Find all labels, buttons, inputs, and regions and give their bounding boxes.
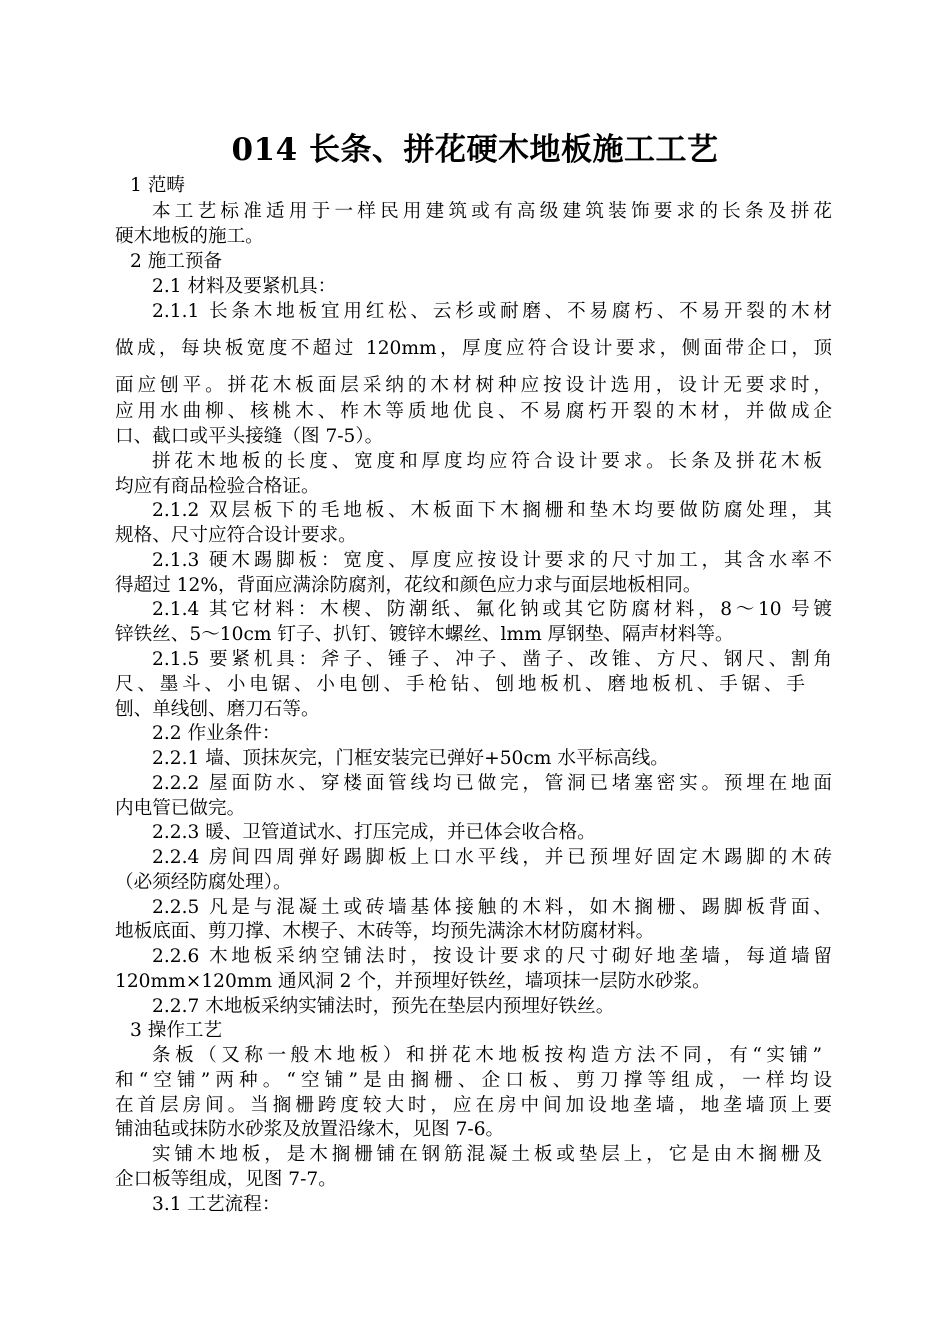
text-line: 应用水曲柳、核桃木、柞木等质地优良、不易腐朽开裂的木材，并做成企 xyxy=(115,401,832,422)
text-line: 做成，每块板宽度不超过 120mm，厚度应符合设计要求，侧面带企口，顶 xyxy=(115,338,832,359)
text-line: 2.2.1 墙、顶抹灰完，门框安装完已弹好+50cm 水平标高线。 xyxy=(152,748,669,769)
text-line: 2.2.7 木地板采纳实铺法时，预先在垫层内预埋好铁丝。 xyxy=(152,996,615,1017)
text-line: 2.1.4 其它材料：木楔、防潮纸、氟化钠或其它防腐材料，8～10 号镀 xyxy=(152,599,832,620)
text-line: 条板（又称一般木地板）和拼花木地板按构造方法不同，有“实铺” xyxy=(152,1045,822,1066)
text-line: 企口板等组成，见图 7-7。 xyxy=(115,1169,337,1190)
text-line: 2.1.2 双层板下的毛地板、木板面下木搁栅和垫木均要做防腐处理，其 xyxy=(152,500,832,521)
text-line: 2.2.2 屋面防水、穿楼面管线均已做完，管洞已堵塞密实。预埋在地面 xyxy=(152,773,832,794)
text-line: 2.2.6 木地板采纳空铺法时，按设计要求的尺寸砌好地垄墙，每道墙留 xyxy=(152,946,832,967)
text-line: 本工艺标准适用于一样民用建筑或有高级建筑装饰要求的长条及拼花 xyxy=(152,201,832,222)
text-line: 2.1.1 长条木地板宜用红松、云杉或耐磨、不易腐朽、不易开裂的木材 xyxy=(152,301,832,322)
text-line: 2.2.3 暖、卫管道试水、打压完成，并已体会收合格。 xyxy=(152,822,596,843)
text-line: 2.1.3 硬木踢脚板：宽度、厚度应按设计要求的尺寸加工，其含水率不 xyxy=(152,550,832,571)
text-line: 锌铁丝、5～10cm 钉子、扒钉、镀锌木螺丝、lmm 厚钢垫、隔声材料等。 xyxy=(115,624,734,645)
text-line: 2.1.5 要紧机具：斧子、锤子、冲子、凿子、改锥、方尺、钢尺、割角 xyxy=(152,649,832,670)
text-line: 铺油毡或抹防水砂浆及放置沿缘木，见图 7-6。 xyxy=(115,1119,505,1140)
text-line: （必须经防腐处理）。 xyxy=(115,872,292,893)
text-line: 均应有商品检验合格证。 xyxy=(115,476,320,497)
text-line: 120mm×120mm 通风洞 2 个，并预埋好铁丝，墙项抹一层防水砂浆。 xyxy=(115,971,711,992)
text-line: 内电管已做完。 xyxy=(115,798,246,819)
text-line: 在首层房间。当搁栅跨度较大时，应在房中间加设地垄墙，地垄墙顶上要 xyxy=(115,1095,832,1116)
text-line: 2.2.4 房间四周弹好踢脚板上口水平线，并已预埋好固定木踢脚的木砖 xyxy=(152,847,832,868)
text-line: 2.1 材料及要紧机具： xyxy=(152,276,337,297)
text-line: 得超过 12%，背面应满涂防腐剂，花纹和颜色应力求与面层地板相同。 xyxy=(115,575,702,596)
text-line: 面应刨平。拼花木板面层采纳的木材树种应按设计选用，设计无要求时， xyxy=(115,375,832,396)
text-line: 2 施工预备 xyxy=(130,251,223,272)
text-line: 2.2.5 凡是与混凝土或砖墙基体接触的木料，如木搁栅、踢脚板背面、 xyxy=(152,897,832,918)
text-line: 地板底面、剪刀撑、木楔子、木砖等，均预先满涂木材防腐材料。 xyxy=(115,921,655,942)
text-line: 拼花木地板的长度、宽度和厚度均应符合设计要求。长条及拼花木板 xyxy=(152,451,822,472)
text-line: 2.2 作业条件： xyxy=(152,723,281,744)
document-title: 014 长条、拼花硬木地板施工工艺 xyxy=(231,132,719,168)
text-line: 口、截口或平头接缝（图 7-5）。 xyxy=(115,426,384,447)
text-line: 刨、单线刨、磨刀石等。 xyxy=(115,699,320,720)
text-line: 和“空铺”两种。“空铺”是由搁栅、企口板、剪刀撑等组成，一样均设 xyxy=(115,1070,832,1091)
text-line: 尺、墨斗、小电锯、小电刨、手枪钻、刨地板机、磨地板机、手锯、手 xyxy=(115,674,805,695)
text-line: 实铺木地板，是木搁栅铺在钢筋混凝土板或垫层上，它是由木搁栅及 xyxy=(152,1144,822,1165)
text-line: 3.1 工艺流程： xyxy=(152,1194,281,1215)
text-line: 硬木地板的施工。 xyxy=(115,226,264,247)
text-line: 规格、尺寸应符合设计要求。 xyxy=(115,525,357,546)
text-line: 3 操作工艺 xyxy=(130,1020,223,1041)
text-line: 1 范畴 xyxy=(130,175,185,196)
